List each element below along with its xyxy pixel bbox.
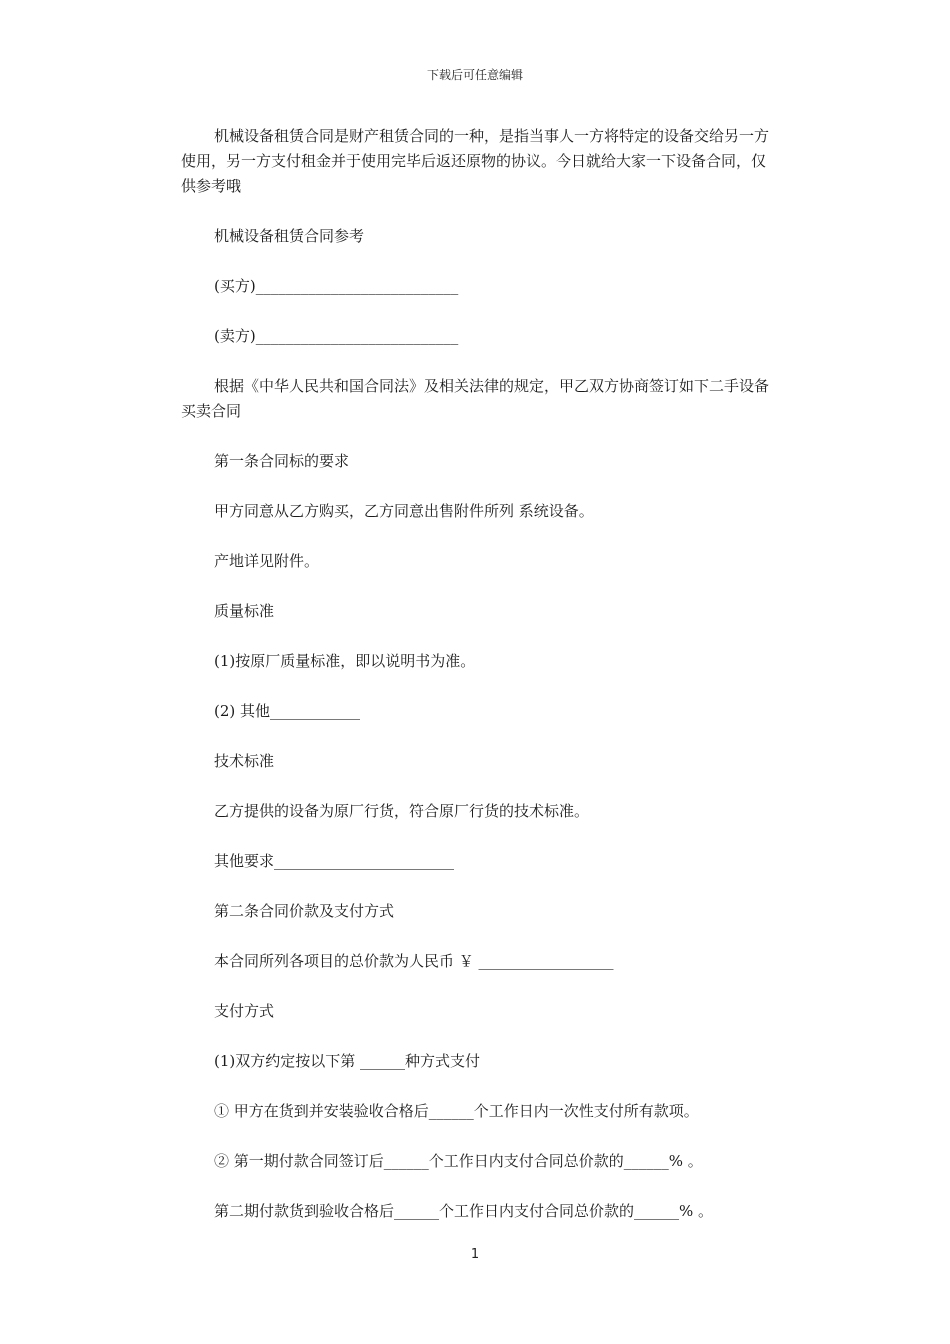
other-requirements-line: 其他要求________________________ xyxy=(214,852,455,870)
quality-item-1: (1)按原厂质量标准，即以说明书为准。 xyxy=(214,652,476,670)
technical-standard-heading: 技术标准 xyxy=(214,752,275,770)
payment-method-heading: 支付方式 xyxy=(214,1002,275,1020)
document-body xyxy=(181,124,771,1249)
payment-option-2: ② 第一期付款合同签订后______个工作日内支付合同总价款的______% 。 xyxy=(214,1152,703,1170)
article-1-heading: 第一条合同标的要求 xyxy=(214,452,350,470)
intro-paragraph: 机械设备租赁合同是财产租赁合同的一种，是指当事人一方将特定的设备交给另一方使用，另一方支付租金并于使用完毕后返还原物的协议。今日就给大家一下设备合同，仅供参考哦 xyxy=(181,127,770,195)
article-2-heading: 第二条合同价款及支付方式 xyxy=(214,902,395,920)
quality-item-2: (2) 其他____________ xyxy=(214,702,361,720)
page-header: 下载后可任意编辑 xyxy=(426,68,523,82)
seller-line: (卖方)___________________________ xyxy=(214,327,459,345)
total-price-line: 本合同所列各项目的总价款为人民币 ￥ __________________ xyxy=(214,952,614,970)
payment-option-1: ① 甲方在货到并安装验收合格后______个工作日内一次性支付所有款项。 xyxy=(214,1102,699,1120)
payment-option-line: (1)双方约定按以下第 ______种方式支付 xyxy=(214,1052,481,1070)
second-installment-line: 第二期付款货到验收合格后______个工作日内支付合同总价款的______% 。 xyxy=(214,1202,714,1220)
legal-basis-paragraph: 根据《中华人民共和国合同法》及相关法律的规定，甲乙双方协商签订如下二手设备买卖合同 xyxy=(181,377,770,420)
quality-standard-heading: 质量标准 xyxy=(214,602,275,620)
purchase-agreement-line: 甲方同意从乙方购买，乙方同意出售附件所列 系统设备。 xyxy=(214,502,594,520)
technical-standard-line: 乙方提供的设备为原厂行货，符合原厂行货的技术标准。 xyxy=(214,802,590,820)
page-number: 1 xyxy=(470,1247,480,1262)
buyer-line: (买方)___________________________ xyxy=(214,277,459,295)
origin-line: 产地详见附件。 xyxy=(214,552,320,570)
document-title: 机械设备租赁合同参考 xyxy=(214,227,365,245)
